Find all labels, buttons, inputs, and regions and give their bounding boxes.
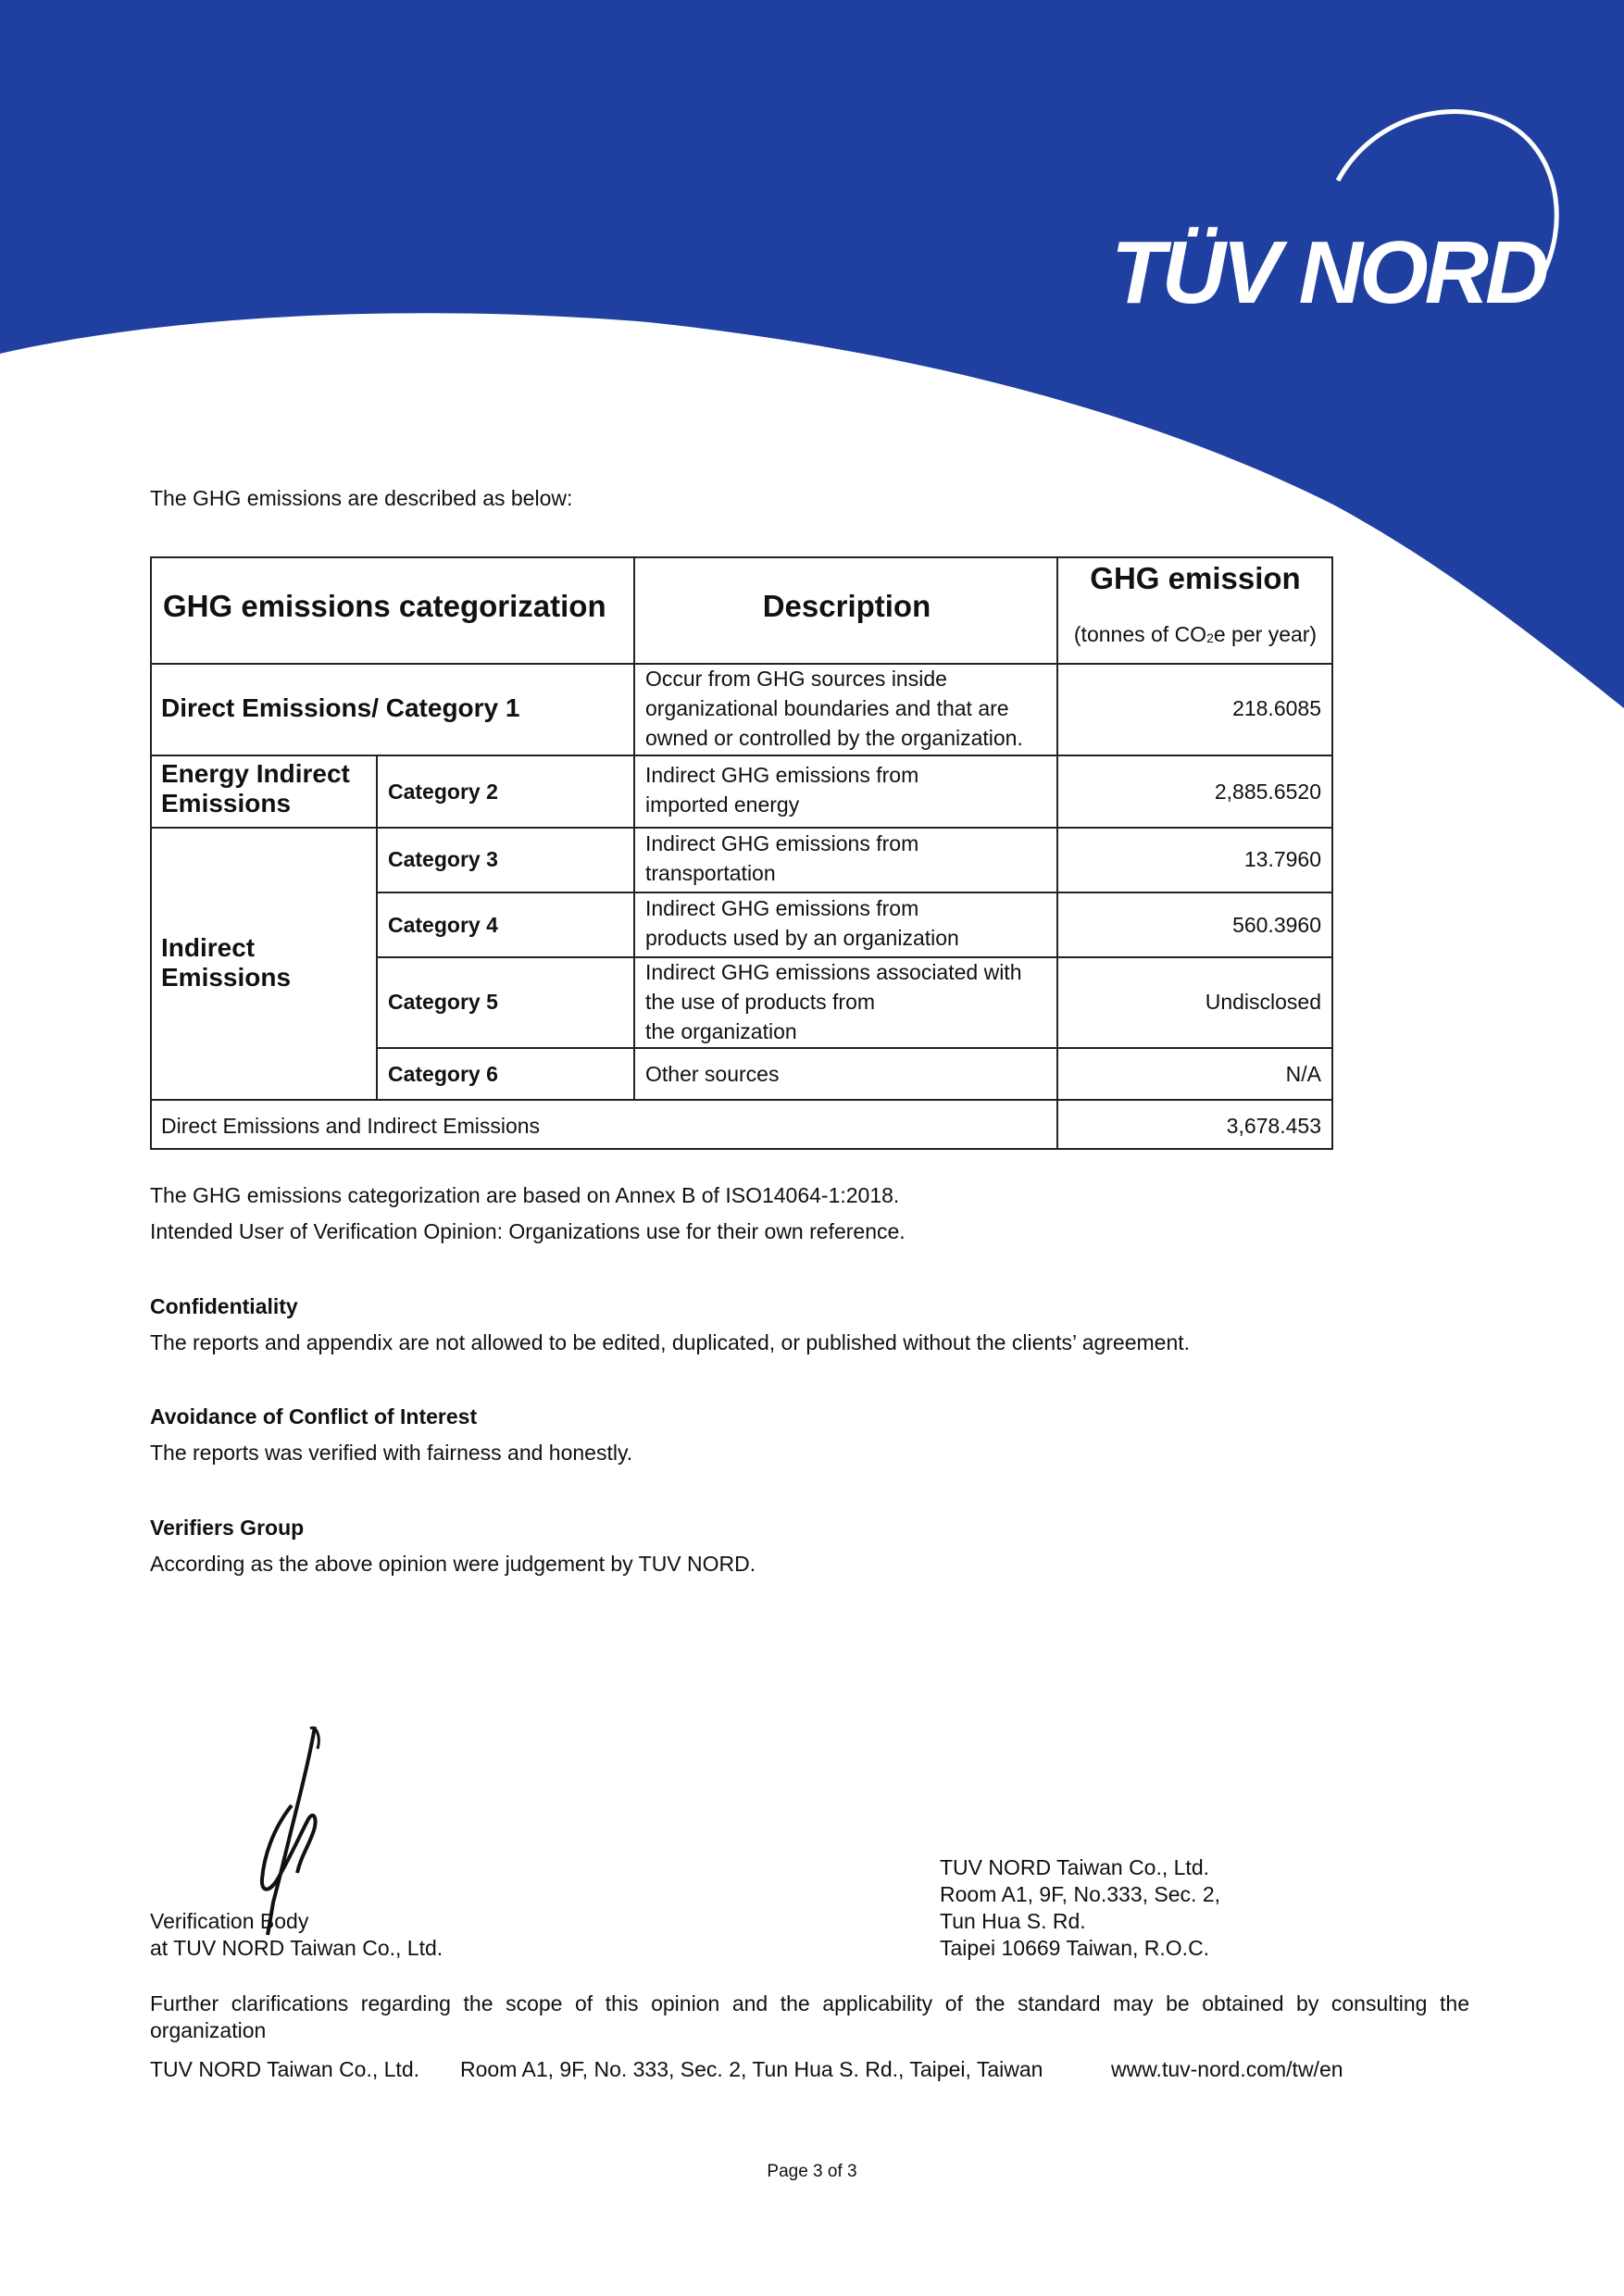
page-number: Page 3 of 3	[767, 2162, 857, 2181]
row-direct-desc: Occur from GHG sources inside organizational boundaries and that are owned or controlled by the organization.	[645, 667, 1023, 750]
row-cat6-label: Category 6	[388, 1062, 498, 1086]
intro-text: The GHG emissions are described as below:	[150, 486, 573, 510]
row-direct-value: 218.6085	[1232, 696, 1321, 720]
row-cat3-value: 13.7960	[1243, 847, 1321, 871]
ghg-emissions-table	[150, 556, 1333, 1150]
row-cat2-desc: Indirect GHG emissions from imported energy	[645, 763, 919, 817]
tuv-nord-logo: TÜV NORD	[1111, 223, 1546, 322]
row-total-value: 3,678.453	[1226, 1114, 1321, 1138]
row-cat5-label: Category 5	[388, 990, 498, 1014]
footer-clarification: Further clarifications regarding the scope of this opinion and the applicability of the standard may be obtained by consulting the organization	[150, 1991, 1469, 2042]
handwritten-signature	[236, 1717, 356, 1940]
row-cat2-value: 2,885.6520	[1214, 780, 1321, 804]
row-cat5-desc: Indirect GHG emissions associated with the use of products from the organization	[645, 960, 1022, 1043]
row-cat2-label: Category 2	[388, 780, 498, 804]
footer-company: TUV NORD Taiwan Co., Ltd.	[150, 2057, 420, 2081]
row-cat3-label: Category 3	[388, 847, 498, 871]
confidentiality-body: The reports and appendix are not allowed to be edited, duplicated, or published without the clients’ agreement.	[150, 1330, 1191, 1354]
row-direct-label: Direct Emissions/ Category 1	[161, 693, 520, 722]
group-energy-indirect: Energy Indirect Emissions	[161, 759, 350, 817]
header-unit: (tonnes of $CO_2e$ per year)	[1073, 622, 1318, 646]
verifiers-body: According as the above opinion were judgement by TUV NORD.	[150, 1552, 756, 1576]
footer-address: Room A1, 9F, No. 333, Sec. 2, Tun Hua S. Rd., Taipei, Taiwan	[460, 2057, 1043, 2081]
address-block: TUV NORD Taiwan Co., Ltd. Room A1, 9F, No.333, Sec. 2, Tun Hua S. Rd. Taipei 10669 Taiwan, R.O.C.	[940, 1855, 1220, 1960]
group-indirect: Indirect Emissions	[161, 933, 292, 992]
note-intended-user: Intended User of Verification Opinion: Organizations use for their own reference.	[150, 1219, 906, 1243]
note-annex: The GHG emissions categorization are based on Annex B of ISO14064-1:2018.	[150, 1183, 900, 1207]
row-cat4-value: 560.3960	[1232, 913, 1321, 937]
conflict-body: The reports was verified with fairness and honestly.	[150, 1441, 633, 1465]
row-total-label: Direct Emissions and Indirect Emissions	[161, 1114, 541, 1138]
footer-website-link[interactable]: www.tuv-nord.com/tw/en	[1111, 2057, 1343, 2081]
row-cat5-value: Undisclosed	[1205, 990, 1321, 1014]
row-cat4-label: Category 4	[388, 913, 498, 937]
header-emission: GHG emission	[1090, 561, 1301, 595]
verification-body-block: Verification Body at TUV NORD Taiwan Co., Ltd.	[150, 1909, 443, 1960]
conflict-title: Avoidance of Conflict of Interest	[150, 1404, 478, 1429]
confidentiality-title: Confidentiality	[150, 1294, 298, 1318]
row-cat6-value: N/A	[1285, 1062, 1321, 1086]
header-description: Description	[762, 589, 931, 623]
row-cat6-desc: Other sources	[645, 1062, 780, 1086]
verifiers-title: Verifiers Group	[150, 1516, 305, 1540]
header-categorization: GHG emissions categorization	[163, 589, 606, 623]
row-cat4-desc: Indirect GHG emissions from products used by an organization	[645, 896, 959, 950]
row-cat3-desc: Indirect GHG emissions from transportation	[645, 831, 919, 885]
